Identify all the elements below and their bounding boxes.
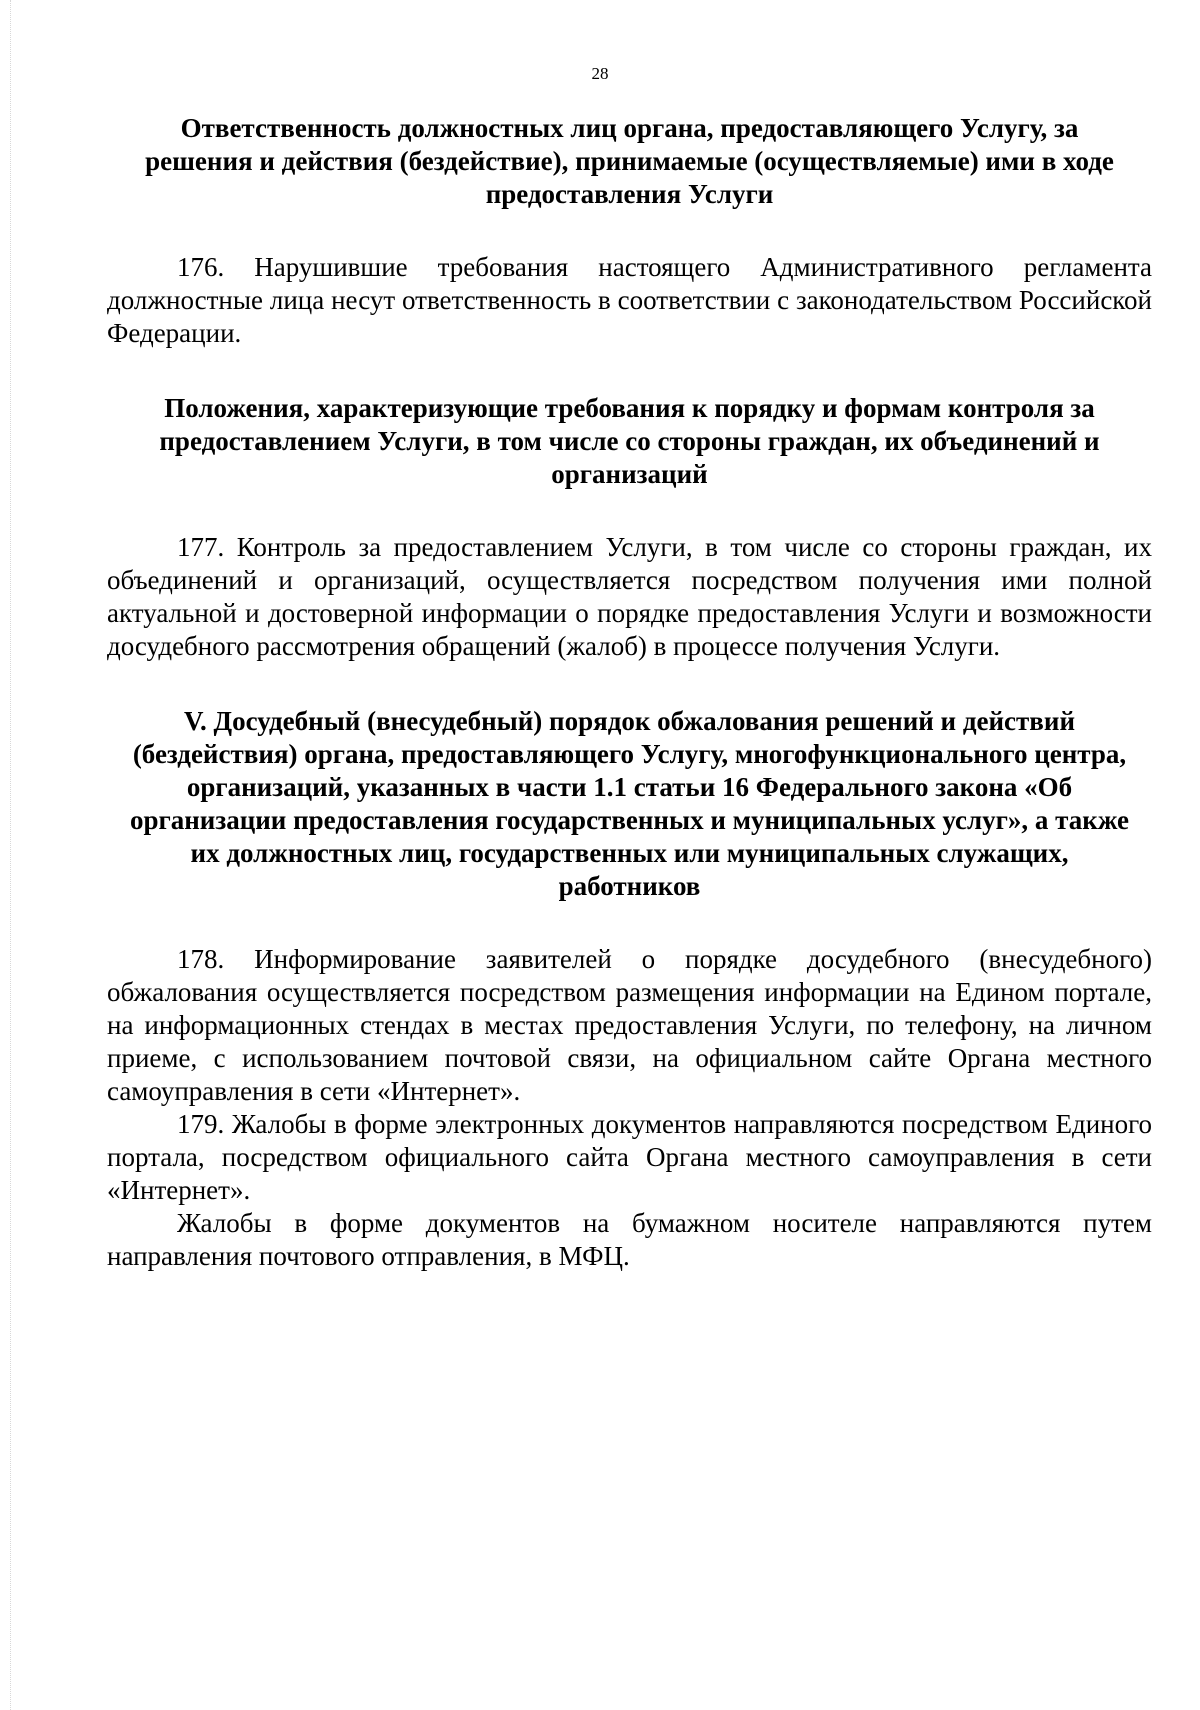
- page-number: 28: [591, 64, 609, 83]
- page-content: [107, 112, 1152, 1273]
- section-heading-appeal: V. Досудебный (внесудебный) порядок обжалования решений и действий (бездействия) органа, предоставляющего Услугу, многофункционального центра, организаций, указанных в части 1.1 статьи 16 Федерального закона «Об организации предоставления государственных и муниципальных услуг», а также их должностных лиц, государственных или муниципальных служащих, работников: [129, 706, 1130, 901]
- paragraph-paper-complaints: Жалобы в форме документов на бумажном носителе направляются путем направления почтового отправления, в МФЦ.: [107, 1208, 1152, 1271]
- paragraph-177: 177. Контроль за предоставлением Услуги, в том числе со стороны граждан, их объединений и организаций, осуществляется посредством получения ими полной актуальной и достоверной информации о порядке предоставления Услуги и возможности досудебного рассмотрения обращений (жалоб) в процессе получения Услуги.: [107, 532, 1152, 661]
- section-heading-responsibility: Ответственность должностных лиц органа, предоставляющего Услугу, за решения и действия (бездействие), принимаемые (осуществляемые) ими в ходе предоставления Услуги: [145, 113, 1114, 209]
- scan-edge-line: [10, 0, 12, 1710]
- section-heading-control: Положения, характеризующие требования к порядку и формам контроля за предоставлением Услуги, в том числе со стороны граждан, их объединений и организаций: [159, 393, 1100, 489]
- paragraph-176: 176. Нарушившие требования настоящего Административного регламента должностные лица несут ответственность в соответствии с законодательством Российской Федерации.: [107, 252, 1152, 348]
- paragraph-179: 179. Жалобы в форме электронных документов направляются посредством Единого портала, посредством официального сайта Органа местного самоуправления в сети «Интернет».: [107, 1109, 1152, 1205]
- paragraph-178: 178. Информирование заявителей о порядке досудебного (внесудебного) обжалования осуществляется посредством размещения информации на Едином портале, на информационных стендах в местах предоставления Услуги, по телефону, на личном приеме, с использованием почтовой связи, на официальном сайте Органа местного самоуправления в сети «Интернет».: [107, 944, 1152, 1106]
